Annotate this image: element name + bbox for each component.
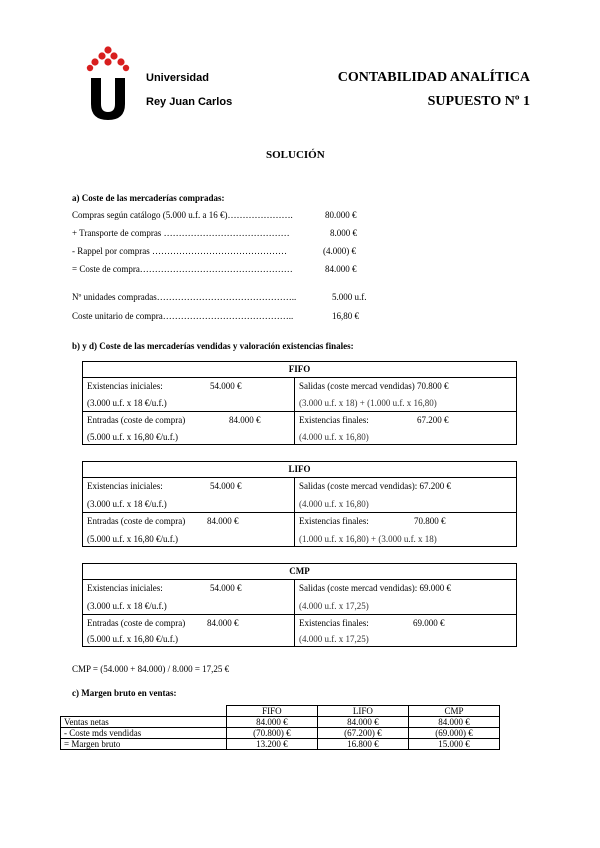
fifo-ent-detail: (5.000 u.f. x 16,80 €/u.f.) xyxy=(87,432,178,442)
fifo-sal-detail: (3.000 u.f. x 18) + (1.000 u.f. x 16,80) xyxy=(299,398,437,408)
lifo-ef-label: Existencias finales: xyxy=(299,516,369,526)
units-purchased-value: 5.000 u.f. xyxy=(332,292,367,302)
table-row xyxy=(61,739,500,750)
table-row xyxy=(61,717,500,728)
lifo-ef-value: 70.800 € xyxy=(414,516,446,526)
fifo-ei-value: 54.000 € xyxy=(210,381,242,391)
fifo-ei-label: Existencias iniciales: xyxy=(87,381,163,391)
cell-value: 16.800 € xyxy=(317,739,408,750)
cell-value: 15.000 € xyxy=(408,739,499,750)
fifo-ef-detail: (4.000 u.f. x 16,80) xyxy=(299,432,369,442)
lifo-ent-value: 84.000 € xyxy=(207,516,239,526)
col-header-lifo: LIFO xyxy=(317,706,408,717)
purchase-cost-row-label: = Coste de compra…………………………………………… xyxy=(72,264,293,274)
cell-value: 84.000 € xyxy=(317,717,408,728)
cmp-ent-detail: (5.000 u.f. x 16,80 €/u.f.) xyxy=(87,634,178,644)
university-logo xyxy=(85,44,131,124)
cmp-ef-value: 69.000 € xyxy=(413,618,445,628)
section-a-heading: a) Coste de las mercaderías compradas: xyxy=(72,193,225,203)
cell-value: (67.200) € xyxy=(317,728,408,739)
lifo-ei-value: 54.000 € xyxy=(210,481,242,491)
lifo-sal-detail: (4.000 u.f. x 16,80) xyxy=(299,499,369,509)
cmp-formula: CMP = (54.000 + 84.000) / 8.000 = 17,25 € xyxy=(72,664,230,674)
cmp-ent-label: Entradas (coste de compra) xyxy=(87,618,186,628)
cmp-ef-label: Existencias finales: xyxy=(299,618,369,628)
cell-value: 84.000 € xyxy=(226,717,317,728)
purchase-row-value: 80.000 € xyxy=(325,210,357,220)
lifo-ent-detail: (5.000 u.f. x 16,80 €/u.f.) xyxy=(87,534,178,544)
fifo-box xyxy=(82,361,517,445)
rappel-row-value: (4.000) € xyxy=(323,246,356,256)
unit-cost-value: 16,80 € xyxy=(332,311,359,321)
cmp-ent-value: 84.000 € xyxy=(207,618,239,628)
lifo-ei-detail: (3.000 u.f. x 18 €/u.f.) xyxy=(87,499,167,509)
doc-title: CONTABILIDAD ANALÍTICA xyxy=(337,70,530,85)
fifo-ent-value: 84.000 € xyxy=(229,415,261,425)
cmp-box xyxy=(82,563,517,647)
fifo-ent-label: Entradas (coste de compra) xyxy=(87,415,186,425)
cmp-ei-value: 54.000 € xyxy=(210,583,242,593)
purchase-cost-row-value: 84.000 € xyxy=(325,264,357,274)
cell-value: (70.800) € xyxy=(226,728,317,739)
table-row xyxy=(61,728,500,739)
section-c-heading: c) Margen bruto en ventas: xyxy=(72,688,177,698)
cmp-title: CMP xyxy=(83,564,516,580)
rappel-row-label: - Rappel por compras ……………………………………… xyxy=(72,246,287,256)
fifo-ei-detail: (3.000 u.f. x 18 €/u.f.) xyxy=(87,398,167,408)
row-label: = Margen bruto xyxy=(61,739,227,750)
lifo-sal-label: Salidas (coste mercad vendidas): 67.200 € xyxy=(299,481,451,491)
lifo-title: LIFO xyxy=(83,462,516,478)
row-label: Ventas netas xyxy=(61,717,227,728)
transport-row-label: + Transporte de compras …………………………………… xyxy=(72,228,290,238)
units-purchased-label: Nº unidades compradas……………………………………….. xyxy=(72,292,297,302)
purchase-row-label: Compras según catálogo (5.000 u.f. a 16 €)…………………. xyxy=(72,210,293,220)
cmp-ei-detail: (3.000 u.f. x 18 €/u.f.) xyxy=(87,601,167,611)
fifo-sal-label: Salidas (coste mercad vendidas) 70.800 € xyxy=(299,381,449,391)
doc-subtitle: SUPUESTO Nº 1 xyxy=(427,94,530,109)
solution-title: SOLUCIÓN xyxy=(266,149,325,161)
gross-margin-table xyxy=(60,705,500,750)
university-name-line1: Universidad xyxy=(146,72,209,84)
unit-cost-label: Coste unitario de compra…………………………………….. xyxy=(72,311,294,321)
lifo-box xyxy=(82,461,517,547)
lifo-ei-label: Existencias iniciales: xyxy=(87,481,163,491)
lifo-ent-label: Entradas (coste de compra) xyxy=(87,516,186,526)
cmp-ei-label: Existencias iniciales: xyxy=(87,583,163,593)
cell-value: 13.200 € xyxy=(226,739,317,750)
transport-row-value: 8.000 € xyxy=(330,228,357,238)
col-header-fifo: FIFO xyxy=(226,706,317,717)
cmp-ef-detail: (4.000 u.f. x 17,25) xyxy=(299,634,369,644)
fifo-title: FIFO xyxy=(83,362,516,378)
cmp-sal-detail: (4.000 u.f. x 17,25) xyxy=(299,601,369,611)
cell-value: 84.000 € xyxy=(408,717,499,728)
fifo-ef-value: 67.200 € xyxy=(417,415,449,425)
cell-value: (69.000) € xyxy=(408,728,499,739)
fifo-ef-label: Existencias finales: xyxy=(299,415,369,425)
section-bd-heading: b) y d) Coste de las mercaderías vendidas y valoración existencias finales: xyxy=(72,341,354,351)
table-header-row xyxy=(61,706,500,717)
row-label: - Coste mds vendidas xyxy=(61,728,227,739)
cmp-sal-label: Salidas (coste mercad vendidas): 69.000 € xyxy=(299,583,451,593)
col-header-cmp: CMP xyxy=(408,706,499,717)
lifo-ef-detail: (1.000 u.f. x 16,80) + (3.000 u.f. x 18) xyxy=(299,534,437,544)
university-name-line2: Rey Juan Carlos xyxy=(146,96,233,108)
